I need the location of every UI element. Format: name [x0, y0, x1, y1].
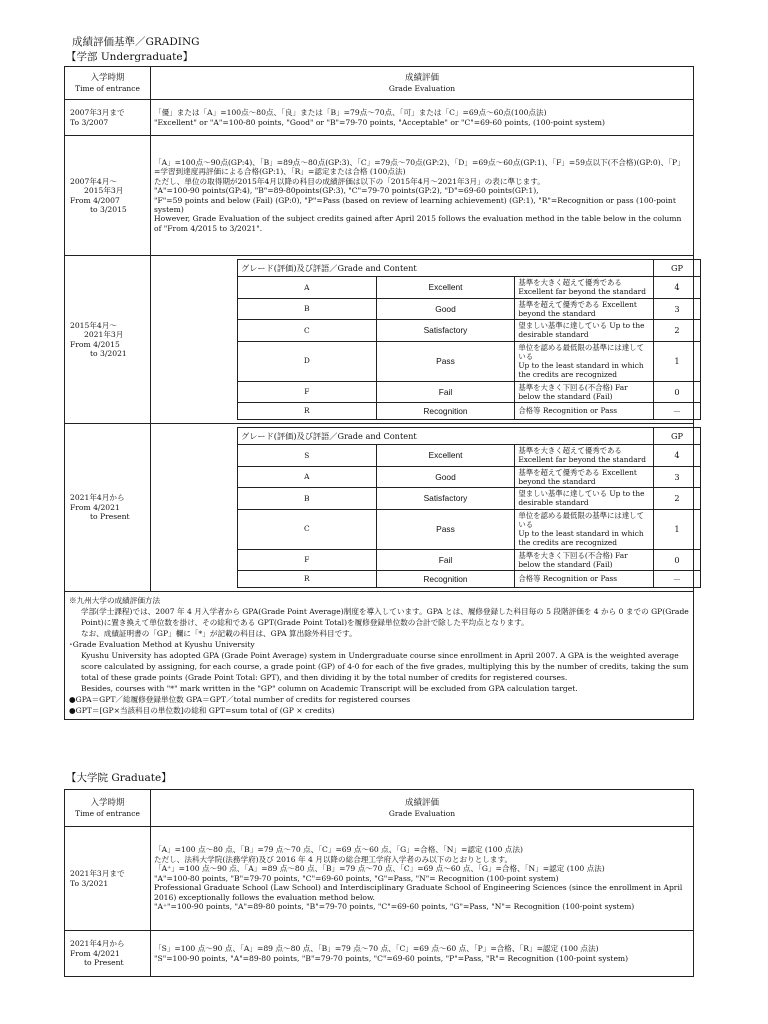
- grade-content-header: グレード(評価)及び評語／Grade and Content: [238, 260, 654, 277]
- grade-label: Good: [376, 298, 515, 320]
- evaluation-line: "Excellent" or "A"=100-80 points, "Good" or "B"=79-70 points, "Acceptable" or "C"=69-60 points, (100-point system): [154, 117, 605, 127]
- notes-paragraph: なお、成績証明書の「GP」欄に「*」が記載の科目は、GPA 算出除外科目です。: [81, 629, 357, 638]
- grade-letter: B: [238, 298, 377, 320]
- grade-row: [238, 277, 701, 299]
- undergraduate-table: [64, 66, 694, 720]
- grade-label: Pass: [376, 509, 515, 549]
- entrance-jp: 2007年3月まで: [70, 108, 125, 118]
- entrance-en: From 4/2015: [70, 339, 120, 349]
- entrance-cell: [65, 100, 151, 136]
- grade-content: 基準を大きく超えて優秀である Excellent far beyond the standard: [515, 445, 654, 467]
- evaluation-header-jp: 成績評価: [404, 73, 439, 83]
- evaluation-line: 「A⁺」=100 点～90 点、「A」=89 点～80 点、「B」=79 点～70 点、「C」=69 点～60 点、「G」=合格、「N」=認定 (100 点法): [154, 864, 605, 874]
- entrance-jp: 2021年4月から: [70, 939, 125, 949]
- undergraduate-row-2007-2015: [65, 136, 694, 256]
- entrance-cell: [65, 424, 151, 592]
- grade-point: －: [654, 571, 701, 588]
- grade-content-header: グレード(評価)及び評語／Grade and Content: [238, 428, 654, 445]
- evaluation-line: ただし、法科大学院(法務学府)及び 2016 年 4 月以降の総合理工学府入学者のみ以下のとおりとします。: [154, 854, 513, 864]
- grade-label: Fail: [376, 549, 515, 571]
- grade-content: 望ましい基準に達している Up to the desirable standard: [515, 320, 654, 342]
- grade-letter: R: [238, 403, 377, 420]
- grade-content: 合格等 Recognition or Pass: [515, 571, 654, 588]
- grade-row: [238, 381, 701, 403]
- gp-header: GP: [654, 428, 701, 445]
- evaluation-line: "S"=100-90 points, "A"=89-80 points, "B"=79-70 points, "C"=69-60 points, "P"=Pass, "R"= Recognition (100-point system): [154, 953, 629, 963]
- grade-label: Satisfactory: [376, 488, 515, 510]
- grade-label: Pass: [376, 341, 515, 381]
- undergraduate-row-to-2007: [65, 100, 694, 136]
- graduate-row-from-2021: [65, 931, 694, 977]
- grade-content: 基準を超えて優秀である Excellent beyond the standard: [515, 466, 654, 488]
- grade-table-2021: [237, 427, 701, 588]
- grade-label: Excellent: [376, 445, 515, 467]
- gp-header: GP: [654, 260, 701, 277]
- evaluation-line: "F"=59 points and below (Fail) (GP:0), "P"=Pass (based on review of learning achievement) (GP:1), "R"=Recognition or pass (100-point system): [154, 195, 676, 214]
- evaluation-header-en: Grade Evaluation: [388, 808, 456, 818]
- grade-content: [515, 341, 654, 381]
- entrance-header-en: Time of entrance: [75, 808, 140, 818]
- grade-point: 0: [654, 381, 701, 403]
- entrance-en: to 3/2021: [90, 348, 127, 358]
- evaluation-line: 「A」=100 点～80 点、「B」=79 点～70 点、「C」=69 点～60 点、「G」=合格、「N」=認定 (100 点法): [154, 845, 523, 855]
- evaluation-line: 「優」または「A」=100点～80点、「良」または「B」=79点～70点、「可」または「C」=69点～60点(100点法): [154, 108, 547, 118]
- entrance-cell: [65, 827, 151, 931]
- evaluation-line: "A"=100-80 points, "B"=79-70 points, "C"=69-60 points, "G"=Pass, "N"= Recognition (100-point system): [154, 873, 559, 883]
- grade-row: [238, 549, 701, 571]
- grade-letter: S: [238, 445, 377, 467]
- entrance-en: To 3/2021: [70, 878, 109, 888]
- grade-letter: R: [238, 571, 377, 588]
- entrance-cell: [65, 256, 151, 424]
- grade-content: 合格等 Recognition or Pass: [515, 403, 654, 420]
- evaluation-cell: [151, 136, 694, 256]
- evaluation-cell: [151, 100, 694, 136]
- evaluation-cell: [151, 931, 694, 977]
- grade-row: [238, 341, 701, 381]
- grade-content: 基準を大きく下回る(不合格) Far below the standard (Fail): [515, 549, 654, 571]
- evaluation-line: ただし、単位の取得期が2015年4月以降の科目の成績評価は以下の「2015年4月～2021年3月」の表に準じます。: [154, 176, 545, 186]
- grade-point: 3: [654, 298, 701, 320]
- entrance-en: From 4/2021: [70, 502, 120, 512]
- grade-row: [238, 403, 701, 420]
- evaluation-header: [151, 67, 694, 100]
- grade-label: Recognition: [376, 571, 515, 588]
- entrance-jp: 2015年3月: [84, 186, 124, 196]
- graduate-table: [64, 789, 694, 977]
- grade-content-jp: 単位を認める最低限の基準には達している: [518, 342, 644, 361]
- grade-letter: A: [238, 277, 377, 299]
- undergraduate-notes-row: [65, 592, 694, 720]
- grade-letter: C: [238, 320, 377, 342]
- grade-point: 2: [654, 488, 701, 510]
- graduate-header-row: [65, 790, 694, 827]
- entrance-en: From 4/2007: [70, 195, 120, 205]
- grade-label: Satisfactory: [376, 320, 515, 342]
- entrance-cell: [65, 136, 151, 256]
- evaluation-header-en: Grade Evaluation: [388, 83, 456, 93]
- grade-letter: B: [238, 488, 377, 510]
- grade-point: －: [654, 403, 701, 420]
- entrance-header: [65, 67, 151, 100]
- grade-point: 0: [654, 549, 701, 571]
- gpt-formula: ●GPT＝[GP×当該科目の単位数]の総和 GPT=sum total of (GP × credits): [69, 706, 335, 715]
- evaluation-line: "A⁺"=100-90 points, "A"=89-80 points, "B"=79-70 points, "C"=69-60 points, "G"=Pass, "N"= Recognition (100-point system): [154, 902, 635, 912]
- grade-row: [238, 466, 701, 488]
- undergraduate-row-2015-2021: [65, 256, 694, 424]
- grade-label: Good: [376, 466, 515, 488]
- entrance-jp: 2021年3月まで: [70, 869, 125, 879]
- grade-letter: C: [238, 509, 377, 549]
- document-title: 成績評価基準／GRADING: [72, 36, 200, 48]
- entrance-en: to Present: [90, 512, 130, 522]
- entrance-header-jp: 入学時期: [90, 798, 125, 808]
- notes-paragraph: Besides, courses with "*" mark written in the "GP" column on Academic Transcript will be excluded from GPA calculation target.: [81, 684, 578, 693]
- grade-row: [238, 320, 701, 342]
- grade-table-2015: [237, 259, 701, 420]
- grade-point: 3: [654, 466, 701, 488]
- undergraduate-row-from-2021: [65, 424, 694, 592]
- entrance-cell: [65, 931, 151, 977]
- grade-content: 基準を大きく下回る(不合格) Far below the standard (Fail): [515, 381, 654, 403]
- evaluation-cell: [151, 424, 694, 592]
- grade-letter: D: [238, 341, 377, 381]
- grade-label: Recognition: [376, 403, 515, 420]
- grade-row: [238, 298, 701, 320]
- grade-letter: F: [238, 381, 377, 403]
- grade-table-header: [238, 260, 701, 277]
- entrance-en: to Present: [84, 958, 124, 968]
- evaluation-line: Professional Graduate School (Law School) and Interdisciplinary Graduate School of Engineering Sciences (since the enrollment in April 2016) exceptionally follows the evaluation method below.: [154, 883, 683, 902]
- grade-content-en: Up to the least standard in which the credits are recognized: [518, 361, 644, 380]
- grade-content: 望ましい基準に達している Up to the desirable standard: [515, 488, 654, 510]
- entrance-header: [65, 790, 151, 827]
- graduate-section-title: 【大学院 Graduate】: [66, 772, 172, 784]
- grade-label: Fail: [376, 381, 515, 403]
- grade-row: [238, 488, 701, 510]
- evaluation-cell: [151, 256, 694, 424]
- grading-notes: [65, 592, 694, 720]
- grade-table-header: [238, 428, 701, 445]
- grade-point: 1: [654, 341, 701, 381]
- grade-row: [238, 571, 701, 588]
- gpa-formula: ●GPA＝GPT／総履修登録単位数 GPA＝GPT／total number of credits for registered courses: [69, 695, 411, 704]
- evaluation-cell: [151, 827, 694, 931]
- evaluation-line: 「A」=100点～90点(GP:4)、「B」=89点～80点(GP:3)、「C」=79点～70点(GP:2)、「D」=69点～60点(GP:1)、「F」=59点以下(不合格)(GP:0)、「P」=学習到達度再評価による合格(GP:1)、「R」=認定または合格 (100点法): [154, 157, 685, 177]
- undergraduate-header-row: [65, 67, 694, 100]
- entrance-jp: 2015年4月～: [70, 320, 117, 330]
- entrance-en: From 4/2021: [70, 948, 120, 958]
- entrance-jp: 2021年3月: [84, 330, 124, 340]
- evaluation-line: "A"=100-90 points(GP:4), "B"=89-80points(GP:3), "C"=79-70 points(GP:2), "D"=69-60 points(GP:1),: [154, 186, 539, 196]
- entrance-en: To 3/2007: [70, 117, 109, 127]
- evaluation-line: However, Grade Evaluation of the subject credits gained after April 2015 follows the evaluation method in the table below in the column of "From 4/2015 to 3/2021".: [154, 214, 682, 233]
- graduate-row-to-2021: [65, 827, 694, 931]
- notes-heading: ※九州大学の成績評価方法: [69, 596, 161, 605]
- grade-point: 4: [654, 445, 701, 467]
- notes-paragraph: Kyushu University has adopted GPA (Grade Point Average) system in Undergraduate course since enrollment in April 2007. A GPA is the weighted average score calculated by assigning, for each course, a grade point (GP) of 4-0 for each of the five grades, multiplying this by the number of credits, taking the sum total of these grade points (Grade Point Total: GPT), and then dividing it by the total number of credits for registered courses.: [81, 651, 689, 682]
- grade-point: 1: [654, 509, 701, 549]
- grade-row: [238, 445, 701, 467]
- evaluation-header-jp: 成績評価: [404, 798, 439, 808]
- grade-point: 2: [654, 320, 701, 342]
- grade-point: 4: [654, 277, 701, 299]
- entrance-jp: 2007年4月～: [70, 176, 117, 186]
- grade-letter: A: [238, 466, 377, 488]
- entrance-en: to 3/2015: [90, 204, 127, 214]
- grade-letter: F: [238, 549, 377, 571]
- grade-content: [515, 509, 654, 549]
- grade-row: [238, 509, 701, 549]
- notes-heading: ･Grade Evaluation Method at Kyushu University: [69, 640, 255, 649]
- grade-content-jp: 単位を認める最低限の基準には達している: [518, 510, 644, 529]
- undergraduate-section-title: 【学部 Undergraduate】: [66, 51, 194, 63]
- grade-label: Excellent: [376, 277, 515, 299]
- evaluation-header: [151, 790, 694, 827]
- entrance-jp: 2021年4月から: [70, 493, 125, 503]
- entrance-header-en: Time of entrance: [75, 83, 140, 93]
- entrance-header-jp: 入学時期: [90, 73, 125, 83]
- grade-content-en: Up to the least standard in which the credits are recognized: [518, 529, 644, 548]
- grade-content: 基準を超えて優秀である Excellent beyond the standard: [515, 298, 654, 320]
- evaluation-line: 「S」=100 点～90 点、「A」=89 点～80 点、「B」=79 点～70 点、「C」=69 点～60 点、「P」=合格、「R」=認定 (100 点法): [154, 944, 599, 954]
- grade-content: 基準を大きく超えて優秀である Excellent far beyond the standard: [515, 277, 654, 299]
- notes-paragraph: 学部(学士課程)では、2007 年 4 月入学者から GPA(Grade Point Average)制度を導入しています。GPA とは、履修登録した科目毎の 5 段階評価を 4 から 0 までの GP(Grade Point)に置き換えて単位数を掛け、その総和である GPT(Grade Point Total)を履修登録単位数の合計で除した平均点となります。: [81, 607, 689, 627]
